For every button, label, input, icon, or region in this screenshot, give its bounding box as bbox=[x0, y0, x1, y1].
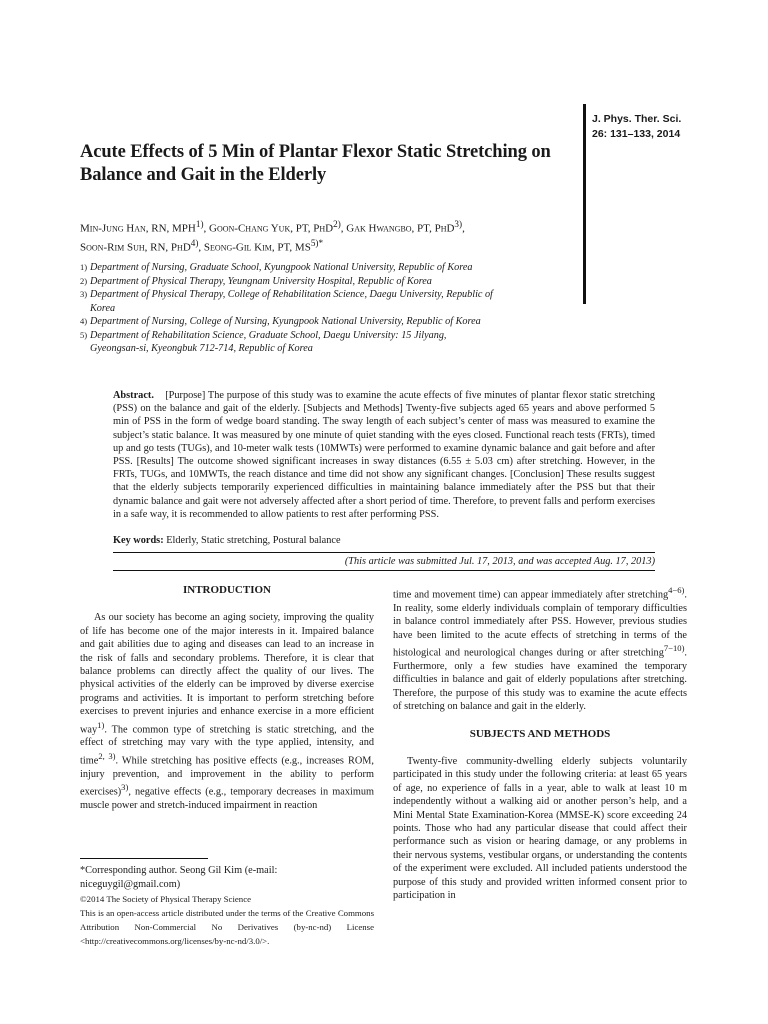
license: This is an open-access article distributed under the terms of the Creative Commons Attribution Non-Commercial No Derivatives (by-nc-nd) License <http://creativecommons.org/licenses/by-nc-nd/3.0/>. bbox=[80, 908, 374, 946]
affiliation-5-cont: Gyeongsan-si, Kyeongbuk 712-714, Republic of Korea bbox=[90, 343, 313, 354]
keywords-label: Key words: bbox=[113, 535, 164, 546]
ref-3: 3) bbox=[121, 782, 129, 793]
author-4: Soon-Rim Suh, RN, PhD bbox=[80, 241, 191, 254]
affiliation-5: 5) Department of Rehabilitation Science, Graduate School, Daegu University: 15 Jilyang, bbox=[80, 329, 447, 341]
journal-info bbox=[592, 112, 762, 142]
ref-1: 1) bbox=[97, 719, 105, 730]
author-1-affil: 1) bbox=[195, 219, 204, 229]
intro-paragraph: As our society has become an aging society, improving the quality of life has become one of the major interests in it. Impaired balance and gait abilities due to aging and diseases can lead to an increase in the risk of falls and secondary problems. Therefore, it is clear that balance problems can directly affect the quality of our lives. The physical activities of the elderly can be improved by diverse exercise programs and activities. It is important to perform stretching before exercises to prevent injuries and enhance exercise in a more efficient way$^{1)}$. The common type of stretching is static stretching, and the effect of stretching may vary with the type applied, intensity, and time$^{2, 3)}$. While stretching has positive effects (e.g., increases ROM, injury prevention, and improvement in the ability to perform exercises)$^{3)}$, negative effects (e.g., temporary decreases in maximum muscle power and stretch-induced impairment in reaction bbox=[80, 612, 374, 811]
intro-heading: INTRODUCTION bbox=[182, 584, 271, 596]
affiliation-list bbox=[80, 261, 560, 356]
abstract-label: Abstract. bbox=[113, 390, 154, 401]
header-rule bbox=[583, 104, 586, 304]
abstract bbox=[113, 389, 655, 521]
ref-4-6: 4−6) bbox=[668, 585, 685, 595]
author-5: Seong-Gil Kim, PT, MS bbox=[203, 241, 311, 254]
left-column bbox=[80, 584, 374, 812]
journal-volume: 26: 131–133, 2014 bbox=[592, 128, 681, 140]
author-3-affil: 3) bbox=[454, 219, 463, 229]
abstract-bottom-rule bbox=[113, 570, 655, 571]
copyright: ©2014 The Society of Physical Therapy Science bbox=[80, 894, 252, 904]
keywords bbox=[113, 534, 655, 547]
author-4-affil: 4) bbox=[190, 238, 199, 249]
intro-continued: time and movement time) can appear immediately after stretching$^{4-6)}$. In reality, some elderly individuals complain of temporary difficulties in balance control immediately after PSS. However, previous studies have been limited to the acute effects of stretching in terms of the histological and neurological changes during or after stretching$^{7-10)}$. Furthermore, only a few studies have examined the temporary difficulties in balance and gait of elderly populations after stretching. Therefore, the purpose of this study was to examine the acute effects of stretching on balance and gait in the elderly. bbox=[393, 585, 687, 713]
ref-7-10: 7−10) bbox=[663, 643, 685, 654]
ref-2-3: 2, 3) bbox=[98, 750, 116, 761]
author-2: Goon-Chang Yuk, PT, PhD bbox=[209, 222, 334, 235]
footnote-rule bbox=[80, 858, 208, 859]
affiliation-3-cont: Korea bbox=[90, 302, 116, 314]
abstract-top-rule bbox=[113, 552, 655, 553]
submission-dates: (This article was submitted Jul. 17, 2013, and was accepted Aug. 17, 2013) bbox=[344, 556, 655, 567]
author-3: Gak Hwangbo, PT, PhD bbox=[346, 222, 455, 235]
affiliation-4: 4) Department of Nursing, College of Nursing, Kyungpook National University, Republic of Korea bbox=[80, 316, 481, 327]
author-1: Min-Jung Han, RN, MPH bbox=[80, 222, 196, 235]
affiliation-2: 2) Department of Physical Therapy, Yeungnam University Hospital, Republic of Korea bbox=[80, 275, 432, 287]
footnotes bbox=[80, 864, 374, 948]
author-list: Min-Jung Han, RN, MPH$^{1)}$, Goon-Chang Yuk, PT, PhD$^{2)}$, Gak Hwangbo, PT, PhD$^{3)}$, Soon-Rim Suh, RN, PhD$^{4)}$, Seong-Gil Kim, PT, $MS^{5)*}$ bbox=[80, 219, 465, 254]
methods-heading: SUBJECTS AND METHODS bbox=[469, 727, 611, 740]
methods-paragraph: Twenty-five community-dwelling elderly subjects voluntarily participated in this study under the following criteria: at least 65 years of age, no experience of falls in a year, able to walk at least 10 m independently without a walking aid or another person’s help, and a Mini Mental State Examination-Korea (MMSE-K) score exceeding 24 points. Those who had any particular disease that could affect their performance such as vision or hearing damage, or any problems in their nervous systems, vestibular organs, or understanding the contents of the experiment were excluded. All included patients understood the purpose of this study and provided written informed consent prior to participation in bbox=[393, 755, 687, 901]
affiliation-3: 3) Department of Physical Therapy, College of Rehabilitation Science, Daegu University, Republic of bbox=[80, 289, 493, 300]
author-2-affil: 2) bbox=[333, 219, 341, 229]
journal-name: J. Phys. Ther. Sci. bbox=[592, 113, 682, 125]
author-5-affil: 5)* bbox=[310, 238, 324, 249]
right-column bbox=[393, 584, 687, 902]
article-title: Acute Effects of 5 Min of Plantar Flexor Static Stretching on Balance and Gait in the Elderly bbox=[80, 142, 551, 185]
abstract-text: [Purpose] The purpose of this study was to examine the acute effects of five minutes of plantar flexor static stretching (PSS) on the balance and gait of the elderly. [Subjects and Methods] Twenty-five subjects aged 65 years and above performed 5 min of PSS in the form of wedge board standing. The sway length of each subject’s center of mass was measured to examine the subject’s static balance. It was measured by one minute of quiet standing with the eyes closed. Functional reach tests (FRTs), timed up and go tests (TUGs), and 10-meter walk tests (10MWTs) were performed to examine dynamic balance and gait before and after PSS. [Results] The outcome showed significant increases in sway distances (6.55 ± 5.03 cm) after stretching. However, in the FRTs, TUGs, and 10MWTs, the reach distance and time did not show any significant changes. [Conclusion] These results suggest that the elderly subjects temporarily experienced difficulties in maintaining balance immediately after the PSS but that their dynamic balance and gait were not adversely affected after a short period of time. Therefore, to prevent falls and perform exercises in a safe way, it is recommended to allow patients to rest after performing PSS. bbox=[113, 390, 655, 520]
keywords-text: Elderly, Static stretching, Postural balance bbox=[166, 535, 341, 546]
corresponding-author: *Corresponding author. Seong Gil Kim (e-mail: niceguygil@gmail.com) bbox=[80, 865, 278, 890]
affiliation-1: 1) Department of Nursing, Graduate School, Kyungpook National University, Republic of Korea bbox=[80, 262, 473, 273]
